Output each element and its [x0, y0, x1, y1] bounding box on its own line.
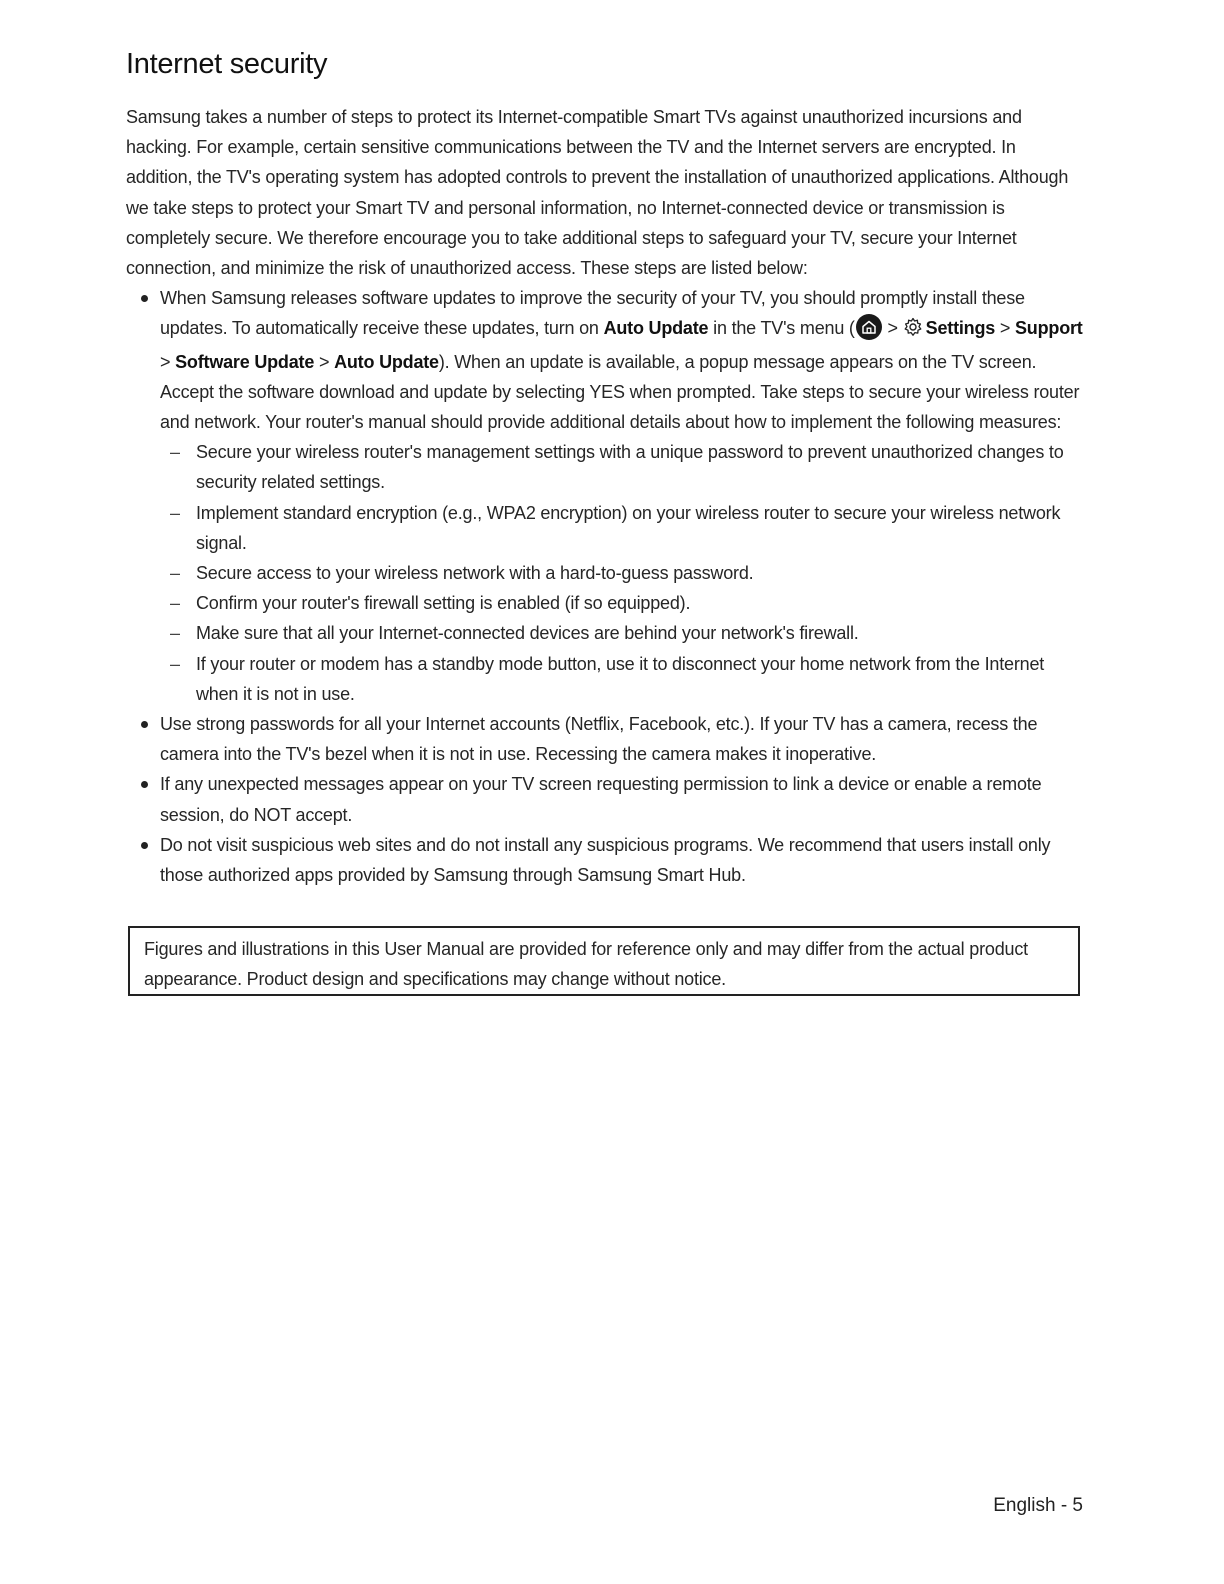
- list-item-software-updates: [160, 283, 1086, 709]
- router-measures-list: [160, 437, 1086, 709]
- list-item: – Secure your wireless router's management settings with a unique password to prevent unauthorized changes to security related settings.: [196, 437, 1086, 497]
- list-item: – Make sure that all your Internet-connected devices are behind your network's firewall.: [196, 618, 1086, 648]
- list-item: – Secure access to your wireless network with a hard-to-guess password.: [196, 558, 1086, 588]
- manual-page: [126, 40, 1086, 890]
- list-item: – Implement standard encryption (e.g., WPA2 encryption) on your wireless router to secure your wireless network signal.: [196, 498, 1086, 558]
- bullet1-text-1: When Samsung releases software updates to improve the security of your TV, you should promptly install these updates. To automatically receive these updates, turn on: [160, 288, 1025, 339]
- list-item: – If your router or modem has a standby mode button, use it to disconnect your home network from the Internet when it is not in use.: [196, 649, 1086, 709]
- menu-path-separator: >: [882, 318, 903, 339]
- page-title: Internet security: [126, 48, 328, 80]
- disclaimer-note: Figures and illustrations in this User Manual are provided for reference only and may differ from the actual product appearance. Product design and specifications may change without notice.: [128, 926, 1080, 996]
- software-update-label: Software Update: [175, 351, 315, 372]
- menu-path-separator: >: [160, 351, 176, 372]
- support-label: Support: [1015, 318, 1083, 339]
- list-item-unexpected-messages: If any unexpected messages appear on your TV screen requesting permission to link a device or enable a remote session, do NOT accept.: [160, 769, 1086, 829]
- list-item-suspicious-sites: Do not visit suspicious web sites and do not install any suspicious programs. We recommend that users install only those authorized apps provided by Samsung through Samsung Smart Hub.: [160, 830, 1086, 890]
- bullet1-text-3: ). When an update is available, a popup message appears on the TV screen. Accept the software download and update by selecting YES when prompted. Take steps to secure your wireless router and network. Your router's manual should provide additional details about how to implement the following measures:: [160, 351, 1080, 433]
- home-icon: [856, 314, 882, 340]
- list-item-strong-passwords: Use strong passwords for all your Internet accounts (Netflix, Facebook, etc.). If your TV has a camera, recess the camera into the TV's bezel when it is not in use. Recessing the camera makes it inoperative.: [160, 709, 1086, 769]
- gear-icon: [903, 316, 923, 346]
- security-steps-list: [126, 283, 1086, 890]
- auto-update-label: Auto Update: [603, 318, 709, 339]
- settings-label: Settings: [925, 318, 996, 339]
- menu-path-separator: >: [314, 351, 335, 372]
- bullet1-text-2: in the TV's menu (: [708, 318, 855, 339]
- auto-update-label-2: Auto Update: [334, 351, 439, 372]
- menu-path-separator: >: [995, 318, 1015, 339]
- page-number: English - 5: [993, 1495, 1083, 1516]
- intro-paragraph: Samsung takes a number of steps to protect its Internet-compatible Smart TVs against unauthorized incursions and hacking. For example, certain sensitive communications between the TV and the Internet servers are encrypted. In addition, the TV's operating system has adopted controls to prevent the installation of unauthorized applications. Although we take steps to protect your Smart TV and personal information, no Internet-connected device or transmission is completely secure. We therefore encourage you to take additional steps to safeguard your TV, secure your Internet connection, and minimize the risk of unauthorized access. These steps are listed below:: [126, 107, 1069, 279]
- list-item: – Confirm your router's firewall setting is enabled (if so equipped).: [196, 588, 1086, 618]
